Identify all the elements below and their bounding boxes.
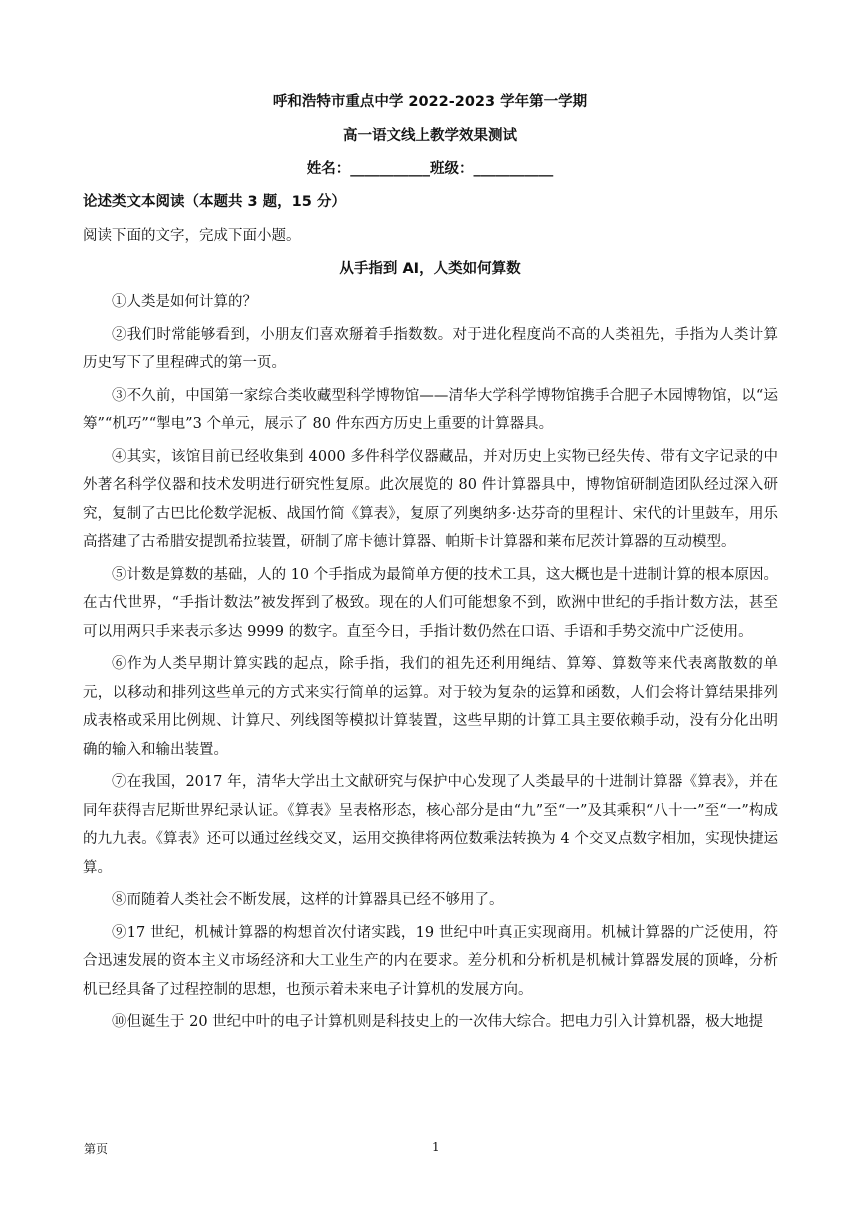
article-title: 从手指到 AI，人类如何算数: [339, 261, 521, 277]
paragraph-7: ⑦在我国，2017 年，清华大学出土文献研究与保护中心发现了人类最早的十进制计算器《算表》，并在同年获得吉尼斯世界纪录认证。《算表》呈表格形态，核心部分是由“九”至“一”及其乘积“八十一”至“一”构成的九九表。《算表》还可以通过丝线交叉，运用交换律将两位数乘法转换为 4 个交叉点数字相加，实现快捷运算。: [83, 774, 778, 876]
name-class-line: 姓名：___________班级：___________: [306, 161, 554, 177]
paragraph-4: ④其实，该馆目前已经收集到 4000 多件科学仪器藏品，并对历史上实物已经失传、带有文字记录的中外著名科学仪器和技术发明进行研究性复原。此次展览的 80 件计算器具中，博物馆研制造团队经过深入研究，复制了古巴比伦数学泥板、战国竹简《算表》，复原了列奥纳多·达芬奇的里程计、宋代的计里鼓车，用乐高搭建了古希腊安提凯希拉装置，研制了席卡德计算器、帕斯卡计算器和莱布尼茨计算器的互动模型。: [83, 448, 778, 550]
page-number: 1: [432, 1140, 440, 1154]
paragraph-5: ⑤计数是算数的基础，人的 10 个手指成为最简单方便的技术工具，这大概也是十进制计算的根本原因。在古代世界，“手指计数法”被发挥到了极致。现在的人们可能想象不到，欧洲中世纪的手指计数方法，甚至可以用两只手来表示多达 9999 的数字。直至今日，手指计数仍然在口语、手语和手势交流中广泛使用。: [83, 566, 778, 640]
article-body: [83, 288, 778, 1041]
exam-title: 高一语文线上教学效果测试: [343, 128, 517, 144]
paragraph-6: ⑥作为人类早期计算实践的起点，除手指，我们的祖先还利用绳结、算筹、算数等来代表离散数的单元，以移动和排列这些单元的方式来实行简单的运算。对于较为复杂的运算和函数，人们会将计算结果排列成表格或采用比例规、计算尺、列线图等模拟计算装置，这些早期的计算工具主要依赖手动，没有分化出明确的输入和输出装置。: [83, 656, 778, 758]
paragraph-1: ①人类是如何计算的？: [112, 294, 257, 310]
paragraph-10: ⑩但诞生于 20 世纪中叶的电子计算机则是科技史上的一次伟大综合。把电力引入计算机器，极大地提: [112, 1014, 764, 1030]
paragraph-9: ⑨17 世纪，机械计算器的构想首次付诸实践，19 世纪中叶真正实现商用。机械计算器的广泛使用，符合迅速发展的资本主义市场经济和大工业生产的内在要求。差分机和分析机是机械计算器发展的顶峰，分析机已经具备了过程控制的思想，也预示着未来电子计算机的发展方向。: [83, 924, 778, 998]
page-label: 第页: [84, 1142, 109, 1156]
section-heading: 论述类文本阅读（本题共 3 题，15 分）: [83, 194, 346, 210]
school-term-title: 呼和浩特市重点中学 2022-2023 学年第一学期: [272, 94, 588, 110]
paragraph-3: ③不久前，中国第一家综合类收藏型科学博物馆——清华大学科学博物馆携手合肥子木园博物馆，以“运筹”“机巧”“掣电”3 个单元，展示了 80 件东西方历史上重要的计算器具。: [83, 387, 778, 432]
paragraph-2: ②我们时常能够看到，小朋友们喜欢掰着手指数数。对于进化程度尚不高的人类祖先，手指为人类计算历史写下了里程碑式的第一页。: [83, 326, 778, 371]
reading-instruction: 阅读下面的文字，完成下面小题。: [83, 228, 301, 244]
paragraph-8: ⑧而随着人类社会不断发展，这样的计算器具已经不够用了。: [112, 892, 504, 908]
